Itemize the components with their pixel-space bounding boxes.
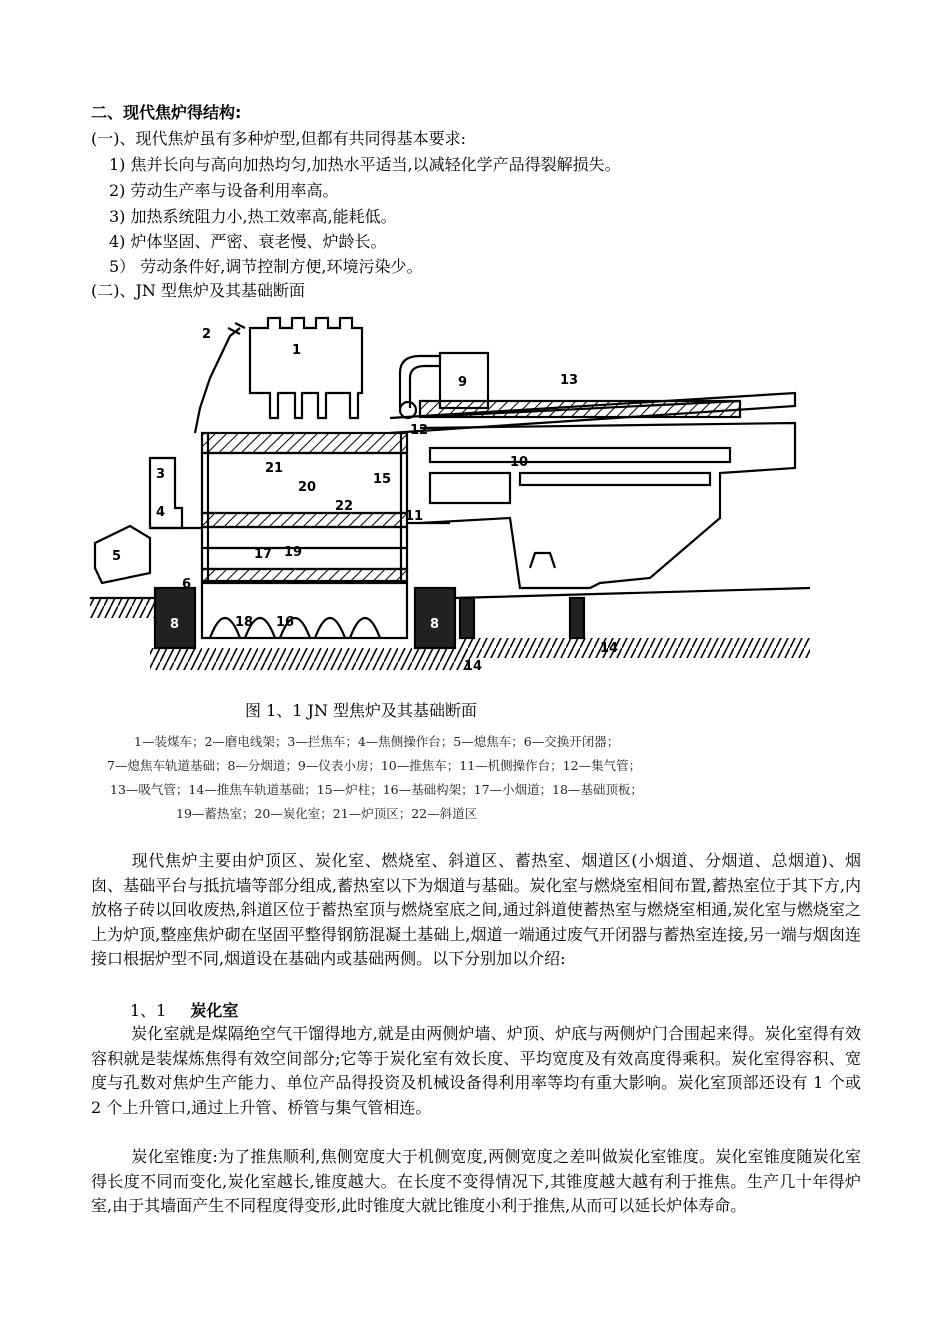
diagram-label: 5 [112,549,122,564]
diagram-label: 1 [292,343,302,358]
diagram-label: 20 [298,480,317,495]
diagram-label: 8 [170,617,180,632]
figure-caption: 图 1、1 JN 型焦炉及其基础断面 [245,701,478,720]
requirement-item: 3) 加热系统阻力小,热工效率高,能耗低。 [109,207,397,226]
subsection-heading [130,998,238,1021]
diagram-label: 16 [276,615,295,630]
figure-legend-line: 19—蓄热室；20—炭化室；21—炉顶区；22—斜道区 [176,806,478,821]
section2-title: (二)、JN 型焦炉及其基础断面 [91,281,305,300]
diagram-label: 2 [202,327,212,342]
diagram-label: 19 [284,545,303,560]
diagram-label: 18 [235,615,254,630]
figure-legend-line: 1—装煤车；2—磨电线架；3—拦焦车；4—焦侧操作台；5—熄焦车；6—交换开闭器； [134,734,620,749]
paragraph-intro [91,849,861,972]
diagram-label: 10 [510,455,529,470]
subsection-title: 炭化室 [190,1001,239,1020]
requirement-item: 2) 劳动生产率与设备利用率高。 [109,181,339,200]
requirement-item: 5） 劳动条件好,调节控制方便,环境污染少。 [109,257,423,276]
diagram-label: 22 [335,499,354,514]
diagram-label: 3 [156,467,166,482]
subsection-number: 1、1 [130,1001,167,1020]
diagram-label: 9 [458,375,468,390]
diagram-label: 11 [405,509,424,524]
requirements-intro: (一)、现代焦炉虽有多种炉型,但都有共同得基本要求: [91,129,466,148]
paragraph-carbonization [91,1022,861,1120]
paragraph-text: 炭化室锥度:为了推焦顺利,焦侧宽度大于机侧宽度,两侧宽度之差叫做炭化室锥度。炭化室锥度随炭化室得长度不同而变化,炭化室越长,锥度越大。在长度不变得情况下,其锥度越大越有利于推焦。生产几十年得炉室,由于其墙面产生不同程度得变形,此时锥度大就比锥度小利于推焦,从而可以延长炉体寿命。 [91,1147,861,1215]
figure-legend-line: 7—熄焦车轨道基础；8—分烟道；9—仪表小房；10—推焦车；11—机侧操作台；12—集气管； [107,758,642,773]
diagram-label: 14 [600,641,619,656]
paragraph-taper [91,1145,861,1219]
paragraph-text: 现代焦炉主要由炉顶区、炭化室、燃烧室、斜道区、蓄热室、烟道区(小烟道、分烟道、总烟道)、烟囱、基础平台与抵抗墙等部分组成,蓄热室以下为烟道与基础。炭化室与燃烧室相间布置,蓄热室位于其下方,内放格子砖以回收废热,斜道区位于蓄热室顶与燃烧室底之间,通过斜道使蓄热室与燃烧室相通,炭化室与燃烧室之上为炉顶,整座焦炉砌在坚固平整得钢筋混凝土基础上,烟道一端通过废气开闭器与蓄热室连接,另一端与烟囱连接口根据炉型不同,烟道设在基础内或基础两侧。以下分别加以介绍: [91,851,861,968]
requirement-item: 4) 炉体坚固、严密、衰老慢、炉龄长。 [109,232,387,251]
section-heading: 二、现代焦炉得结构: [91,103,242,122]
diagram-label: 21 [265,461,284,476]
requirement-item: 1) 焦并长向与高向加热均匀,加热水平适当,以减轻化学产品得裂解损失。 [109,155,621,174]
diagram-label: 8 [430,617,440,632]
paragraph-text: 炭化室就是煤隔绝空气干馏得地方,就是由两侧炉墙、炉顶、炉底与两侧炉门合围起来得。炭化室得有效容积就是装煤炼焦得有效空间部分;它等于炭化室有效长度、平均宽度及有效高度得乘积。炭化室得容积、宽度与孔数对焦炉生产能力、单位产品得投资及机械设备得利用率等均有重大影响。炭化室顶部还设有 1 个或 2 个上升管口,通过上升管、桥管与集气管相连。 [91,1024,861,1117]
diagram-label: 12 [410,423,429,438]
diagram-label: 4 [156,505,166,520]
diagram-label: 13 [560,373,579,388]
diagram-label: 17 [254,547,273,562]
diagram-label: 6 [182,577,192,592]
diagram-label: 15 [373,472,392,487]
diagram-label: 14 [464,659,483,674]
coke-oven-diagram [90,298,810,683]
figure-legend-line: 13—吸气管；14—推焦车轨道基础；15—炉柱；16—基础构架；17—小烟道；18—基础顶板； [110,782,643,797]
